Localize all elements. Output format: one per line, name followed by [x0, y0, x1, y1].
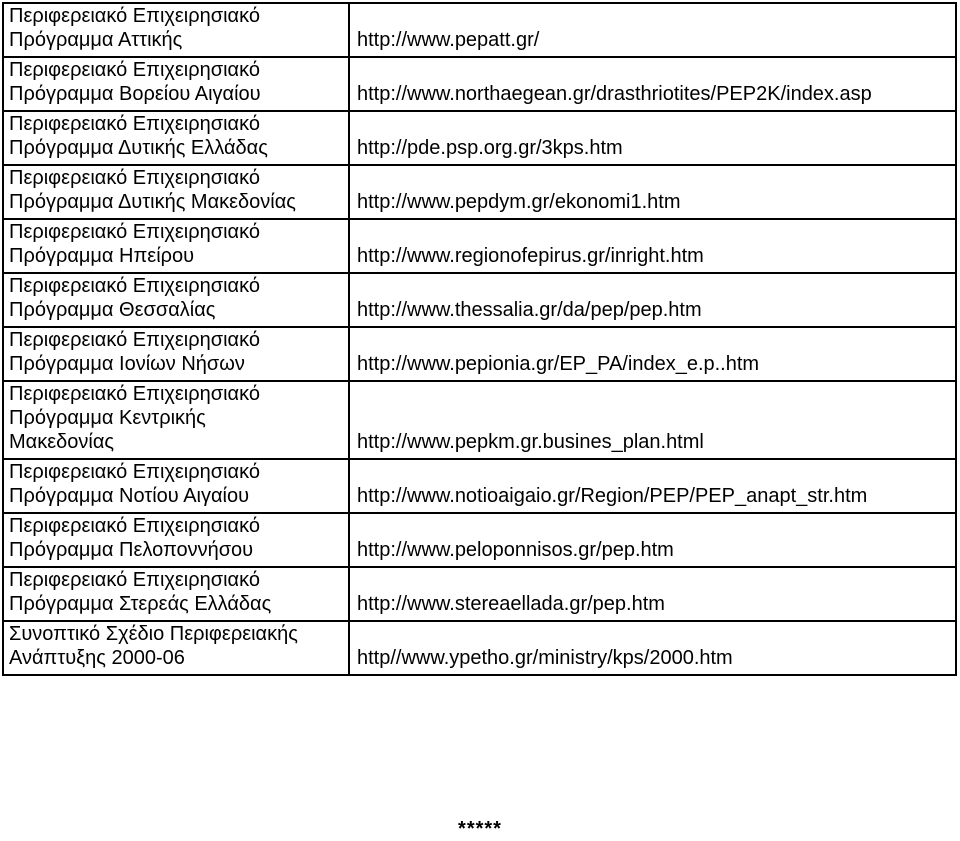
program-url-cell: [349, 219, 956, 273]
program-name-line: Συνοπτικό Σχέδιο Περιφερειακής: [9, 623, 298, 645]
program-name-cell: [3, 567, 349, 621]
program-url-text: http://www.peloponnisos.gr/pep.htm: [357, 539, 674, 561]
table-row: [3, 111, 956, 165]
program-name-cell: [3, 111, 349, 165]
program-name-line: Πρόγραμμα Δυτικής Μακεδονίας: [9, 191, 296, 213]
programs-table-body: [3, 3, 956, 675]
program-url-text: http://www.stereaellada.gr/pep.htm: [357, 593, 665, 615]
table-row: [3, 3, 956, 57]
program-name-line: Πρόγραμμα Βορείου Αιγαίου: [9, 83, 261, 105]
program-url-cell: [349, 165, 956, 219]
table-row: [3, 327, 956, 381]
table-row: [3, 57, 956, 111]
program-name-line: Περιφερειακό Επιχειρησιακό: [9, 383, 260, 405]
program-url-text: http://www.pepionia.gr/EP_PA/index_e.p..htm: [357, 353, 760, 375]
program-url-cell: [349, 273, 956, 327]
footer-separator: *****: [458, 818, 502, 840]
program-url-cell: [349, 621, 956, 675]
program-name-line: Περιφερειακό Επιχειρησιακό: [9, 167, 260, 189]
program-url-text: http://www.notioaigaio.gr/Region/PEP/PEP_anapt_str.htm: [357, 485, 868, 507]
table-row: [3, 513, 956, 567]
program-name-line: Περιφερειακό Επιχειρησιακό: [9, 515, 260, 537]
program-url-cell: [349, 567, 956, 621]
program-url-text: http://www.thessalia.gr/da/pep/pep.htm: [357, 299, 702, 321]
program-url-cell: [349, 57, 956, 111]
program-name-line: Πρόγραμμα Στερεάς Ελλάδας: [9, 593, 272, 615]
program-name-line: Πρόγραμμα Νοτίου Αιγαίου: [9, 485, 250, 507]
table-row: [3, 459, 956, 513]
programs-table: [2, 2, 957, 676]
program-url-text: http//www.ypetho.gr/ministry/kps/2000.htm: [357, 647, 733, 669]
program-url-cell: [349, 459, 956, 513]
program-name-line: Πρόγραμμα Δυτικής Ελλάδας: [9, 137, 268, 159]
table-row: [3, 273, 956, 327]
table-row: [3, 165, 956, 219]
program-url-text: http://www.pepdym.gr/ekonomi1.htm: [357, 191, 681, 213]
program-name-cell: [3, 219, 349, 273]
program-name-line: Πρόγραμμα Ιονίων Νήσων: [9, 353, 245, 375]
program-url-cell: [349, 3, 956, 57]
table-row: [3, 621, 956, 675]
program-url-cell: [349, 111, 956, 165]
program-url-text: http://www.pepkm.gr.busines_plan.html: [357, 431, 704, 453]
program-name-cell: [3, 57, 349, 111]
program-name-line: Περιφερειακό Επιχειρησιακό: [9, 5, 260, 27]
program-name-cell: [3, 273, 349, 327]
program-url-text: http://www.northaegean.gr/drasthriotites/PEP2K/index.asp: [357, 83, 872, 105]
program-name-cell: [3, 3, 349, 57]
program-name-line: Περιφερειακό Επιχειρησιακό: [9, 329, 260, 351]
program-name-line: Περιφερειακό Επιχειρησιακό: [9, 569, 260, 591]
program-name-cell: [3, 327, 349, 381]
program-name-cell: [3, 459, 349, 513]
program-name-line: Πρόγραμμα Θεσσαλίας: [9, 299, 216, 321]
table-row: [3, 567, 956, 621]
program-name-cell: [3, 621, 349, 675]
program-name-line: Πρόγραμμα Κεντρικής: [9, 407, 206, 429]
program-name-line: Περιφερειακό Επιχειρησιακό: [9, 275, 260, 297]
program-name-cell: [3, 381, 349, 459]
table-row: [3, 381, 956, 459]
program-url-cell: [349, 381, 956, 459]
program-name-line: Περιφερειακό Επιχειρησιακό: [9, 59, 260, 81]
program-url-cell: [349, 513, 956, 567]
program-name-line: Περιφερειακό Επιχειρησιακό: [9, 221, 260, 243]
program-url-text: http://pde.psp.org.gr/3kps.htm: [357, 137, 623, 159]
program-name-line: Μακεδονίας: [9, 431, 115, 453]
program-url-cell: [349, 327, 956, 381]
program-name-cell: [3, 513, 349, 567]
program-name-line: Πρόγραμμα Πελοποννήσου: [9, 539, 254, 561]
program-name-line: Περιφερειακό Επιχειρησιακό: [9, 461, 260, 483]
program-name-cell: [3, 165, 349, 219]
program-name-line: Περιφερειακό Επιχειρησιακό: [9, 113, 260, 135]
program-url-text: http://www.pepatt.gr/: [357, 29, 540, 51]
table-row: [3, 219, 956, 273]
program-name-line: Πρόγραμμα Ηπείρου: [9, 245, 195, 267]
program-name-line: Πρόγραμμα Αττικής: [9, 29, 183, 51]
program-url-text: http://www.regionofepirus.gr/inright.htm: [357, 245, 704, 267]
program-name-line: Ανάπτυξης 2000-06: [9, 647, 185, 669]
